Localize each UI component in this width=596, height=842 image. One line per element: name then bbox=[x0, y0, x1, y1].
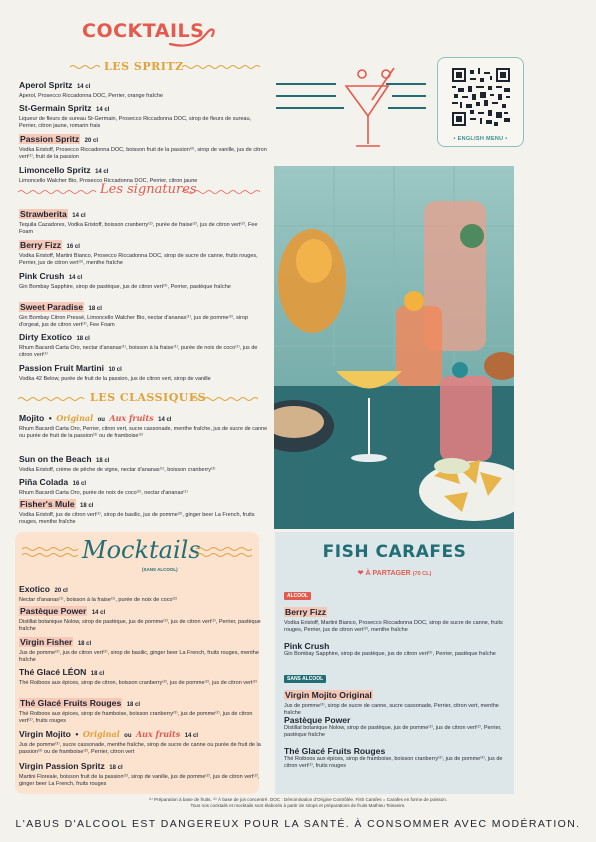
item-desc: Rhum Bacardi Carta Oro, Perrier, citron vert, sucre cassonade, menthe fraîche, jus de sucre de canne ou purée de fruit de la passion⁽²⁾ ou de framboise⁽²⁾ bbox=[19, 426, 268, 440]
item-size: 14 cl bbox=[158, 417, 172, 423]
list-item bbox=[19, 662, 269, 687]
list-item bbox=[19, 693, 269, 725]
item-name: Mojito bbox=[19, 413, 45, 423]
item-desc: Vodka Eristoff, crème de pêche de vigne, nectar d'ananas⁽¹⁾, boisson cranberry⁽²⁾ bbox=[19, 467, 216, 473]
item-size: 14 cl bbox=[91, 610, 106, 616]
item-variant: Aux fruits bbox=[109, 413, 154, 423]
item-size: 14 cl bbox=[68, 275, 83, 281]
item-name: Virgin Mojito Original bbox=[285, 690, 372, 700]
item-variant: Original bbox=[82, 729, 120, 739]
item-or: ou bbox=[97, 417, 105, 423]
item-desc: Vodka 42 Below, purée de fruit de la passion, jus de citron vert, sirop de vanille bbox=[19, 376, 211, 382]
item-desc: Martini Floreale, boisson fruit de la passion⁽²⁾, sirop de vanille, jus de pomme⁽²⁾, jus de citron vert⁽²⁾, ginger beer La French, fruits rouges bbox=[19, 774, 260, 788]
list-item bbox=[284, 715, 509, 739]
item-desc: Gin Bombay Sapphire, sirop de pastèque, jus de citron vert⁽²⁾, Perrier, pastèque fraîche bbox=[19, 284, 231, 290]
list-item bbox=[284, 641, 509, 658]
item-size: 18 cl bbox=[88, 306, 102, 312]
item-size: 16 cl bbox=[66, 244, 80, 250]
item-size: 16 cl bbox=[72, 481, 86, 487]
qr-code-box[interactable] bbox=[437, 57, 524, 147]
list-item bbox=[19, 204, 269, 236]
item-name: Pastèque Power bbox=[20, 606, 87, 616]
item-name: Virgin Fisher bbox=[20, 637, 73, 647]
item-desc: Gin Bombay Citron Pressé, Limoncello Walcher Bio, nectar d'ananas⁽¹⁾, jus de pomme⁽²⁾, sirop d'orgeat, jus de citron vert⁽²⁾, Fee Foam bbox=[19, 315, 249, 329]
item-desc: Gin Bombay Sapphire, sirop de pastèque, jus de citron vert⁽²⁾, Perrier, pastèque fraîche bbox=[284, 651, 496, 657]
item-size: 14 cl bbox=[184, 733, 199, 739]
qr-code-icon[interactable] bbox=[452, 68, 510, 126]
list-item bbox=[19, 601, 269, 633]
page-title: COCKTAILS bbox=[82, 20, 205, 42]
mocktails-title: Mocktails bbox=[82, 536, 201, 564]
item-desc: Thé Roiboos aux épices, sirop de framboise, boisson cranberry⁽²⁾, jus de pomme⁽²⁾, jus de citron vert⁽²⁾, fruits rouges bbox=[19, 711, 253, 725]
list-item bbox=[19, 297, 269, 329]
section-signatures: Les signatures bbox=[100, 182, 197, 197]
wave-decoration bbox=[70, 64, 100, 70]
list-item bbox=[19, 632, 269, 664]
item-desc: Nectar d'ananas⁽¹⁾, boisson à la fraise⁽¹⁾, purée de noix de coco⁽²⁾ bbox=[19, 597, 178, 603]
item-size: 10 cl bbox=[108, 367, 122, 373]
item-size: 14 cl bbox=[96, 107, 110, 113]
list-item bbox=[19, 327, 269, 359]
cocktail-glass-icon bbox=[276, 64, 426, 156]
item-size: 20 cl bbox=[54, 588, 68, 594]
item-desc: Vodka Eristoff, Martini Bianco, Prosecco Riccadonna DOC, sirop de sucre de canne, fruits rouges, Perrier, jus de citron vert⁽²⁾, menthe fraîche bbox=[284, 620, 503, 634]
list-item bbox=[19, 160, 269, 185]
item-size: 14 cl bbox=[95, 169, 109, 175]
item-size: 18 cl bbox=[80, 503, 94, 509]
item-desc: Aperol, Prosecco Riccadonna DOC, Perrier, orange fraîche bbox=[19, 93, 163, 99]
item-desc: Distillat botanique Nolow, sirop de pastèque, jus de pomme⁽²⁾, jus de citron vert⁽²⁾, Perrier, pastèque fraîche bbox=[284, 725, 502, 739]
carafes-title: FISH CARAFES bbox=[322, 542, 467, 562]
section-classiques: LES CLASSIQUES bbox=[90, 391, 207, 404]
item-name: Limoncello Spritz bbox=[19, 165, 91, 175]
list-item bbox=[19, 98, 269, 130]
item-name: Passion Spritz bbox=[20, 134, 80, 144]
item-size: 18 cl bbox=[76, 336, 90, 342]
item-desc: Jus de pomme⁽²⁾, sucre cassonade, menthe fraîche, sirop de sucre de canne ou purée de fruit de la passion⁽²⁾ ou de framboise⁽²⁾, Perrier, citron vert bbox=[19, 742, 261, 756]
list-item: Virgin Mojito • Original ou Aux fruits 14 cl Jus de pomme⁽²⁾, sucre cassonade, menthe fraîche, sirop de sucre de canne ou purée de fruit de la passion⁽²⁾ ou de framboise⁽²⁾, Perrier, citron vert bbox=[19, 724, 269, 756]
tag-sans-alcool: SANS ALCOOL bbox=[284, 675, 326, 683]
item-name: Thé Glacé LÉON bbox=[19, 667, 87, 677]
item-name: Thé Glacé Fruits Rouges bbox=[284, 746, 386, 756]
list-item bbox=[19, 75, 269, 100]
item-name: Strawberita bbox=[20, 209, 67, 219]
list-item bbox=[19, 129, 269, 161]
list-item bbox=[19, 494, 269, 526]
mocktails-subtitle: (SANS ALCOOL) bbox=[142, 567, 178, 572]
item-size: 14 cl bbox=[76, 84, 91, 90]
item-size: 14 cl bbox=[72, 213, 86, 219]
item-name: Exotico bbox=[19, 584, 51, 594]
footnote-line: Tous nos cocktails et mocktails sont élaborés à partir de sirops et préparations de fruits Mathieu Teisseire. bbox=[190, 803, 406, 809]
list-item bbox=[19, 235, 269, 267]
item-name: Virgin Passion Spritz bbox=[19, 761, 105, 771]
item-size: 18 cl bbox=[90, 671, 105, 677]
item-desc: Vodka Eristoff, Prosecco Riccadonna DOC, boisson fruit de la passion⁽²⁾, sirop de vanille, jus de citron vert⁽²⁾, fruit de la passion bbox=[19, 147, 267, 161]
footnote bbox=[20, 797, 576, 810]
item-name: Pink Crush bbox=[19, 271, 65, 281]
item-name: Pastèque Power bbox=[284, 715, 351, 725]
item-desc: Jus de pomme⁽²⁾, jus de citron vert⁽²⁾, sirop de basilic, ginger beer La French, fruits rouges, menthe fraîche bbox=[19, 650, 259, 664]
item-desc: Vodka Eristoff, Martini Bianco, Prosecco Riccadonna DOC, sirop de sucre de canne, fruits rouges, Perrier, jus de citron vert⁽²⁾, menthe fraîche bbox=[19, 253, 258, 267]
item-desc: Rhum Bacardi Carta Oro, nectar d'ananas⁽¹⁾, boisson à la fraise⁽¹⁾, purée de noix de coco⁽²⁾, jus de citron vert⁽²⁾ bbox=[19, 345, 258, 359]
english-menu-link[interactable]: • ENGLISH MENU • bbox=[453, 136, 508, 142]
item-name: Fisher's Mule bbox=[20, 499, 75, 509]
item-variant: Aux fruits bbox=[135, 729, 181, 739]
item-desc: Jus de pomme⁽²⁾, sirop de sucre de canne, sucre cassonade, Perrier, citron vert, menthe fraîche bbox=[284, 703, 499, 717]
footnote-line: ⁽¹⁾ Préparation à base de fruits. ⁽²⁾ À base de jus concentré. DOC : Dénomination d'Origine Contrôlée. Fish Carafes = Carafes en forme de poisson. bbox=[148, 797, 448, 802]
item-desc: Vodka Eristoff, jus de citron vert⁽²⁾, sirop de basilic, jus de pomme⁽²⁾, ginger beer La French, fruits rouges, menthe fraîche bbox=[19, 512, 255, 526]
list-item bbox=[284, 602, 509, 634]
item-size: 18 cl bbox=[126, 702, 141, 708]
list-item bbox=[19, 266, 269, 291]
alcohol-warning: L'ABUS D'ALCOOL EST DANGEREUX POUR LA SANTÉ. À CONSOMMER AVEC MODÉRATION. bbox=[15, 818, 581, 830]
item-name: Pink Crush bbox=[284, 641, 330, 651]
item-name: Berry Fizz bbox=[20, 240, 62, 250]
item-desc: Distillat botanique Nolow, sirop de pastèque, jus de pomme⁽²⁾, jus de citron vert⁽²⁾, Perrier, pastèque fraîche bbox=[19, 619, 261, 633]
cocktails-photo bbox=[274, 166, 514, 529]
wave-decoration bbox=[22, 546, 78, 560]
item-desc: Liqueur de fleurs de sureau St-Germain, Prosecco Riccadonna DOC, sirop de fleurs de sureau, Perrier, citron jaune, romarin frais bbox=[19, 116, 252, 130]
item-size: 18 cl bbox=[96, 458, 110, 464]
item-name: Sun on the Beach bbox=[19, 454, 92, 464]
item-desc: Thé Roiboos aux épices, sirop de citron, boisson cranberry⁽²⁾, jus de pomme⁽²⁾, jus de citron vert⁽²⁾ bbox=[19, 680, 257, 686]
item-desc: Limoncello Walcher Bio, Prosecco Riccadonna DOC, Perrier, citron jaune bbox=[19, 178, 198, 184]
item-name: St-Germain Spritz bbox=[19, 103, 92, 113]
item-desc: Rhum Bacardi Carta Oro, purée de noix de coco⁽²⁾, nectar d'ananas⁽¹⁾ bbox=[19, 490, 188, 496]
list-item bbox=[19, 358, 269, 383]
item-name: Passion Fruit Martini bbox=[19, 363, 104, 373]
item-name: Aperol Spritz bbox=[19, 80, 73, 90]
list-item: Mojito • Original ou Aux fruits 14 cl Rhum Bacardi Carta Oro, Perrier, citron vert, sucre cassonade, menthe fraîche, jus de sucre de canne ou purée de fruit de la passion⁽²⁾ ou de framboise⁽²⁾ bbox=[19, 413, 268, 440]
list-item bbox=[19, 449, 269, 474]
list-item bbox=[284, 746, 509, 770]
item-name: Virgin Mojito bbox=[19, 729, 71, 739]
item-size: 18 cl bbox=[77, 641, 92, 647]
item-name: Sweet Paradise bbox=[20, 302, 84, 312]
carafes-subtitle: ❤ À PARTAGER (70 CL) bbox=[357, 570, 432, 577]
wave-decoration bbox=[192, 396, 260, 402]
heart-icon: ❤ bbox=[357, 570, 364, 577]
section-spritz: LES SPRITZ bbox=[104, 60, 184, 73]
item-name: Berry Fizz bbox=[285, 607, 327, 617]
tag-alcool: ALCOOL bbox=[284, 592, 311, 600]
wave-decoration bbox=[182, 189, 262, 195]
item-size: 18 cl bbox=[109, 765, 123, 771]
wave-decoration bbox=[18, 396, 86, 402]
item-variant: Original bbox=[56, 413, 94, 423]
swoosh-decoration bbox=[168, 24, 218, 50]
wave-decoration bbox=[18, 189, 98, 195]
list-item bbox=[19, 756, 269, 788]
item-or: ou bbox=[124, 733, 132, 739]
item-name: Piña Colada bbox=[19, 477, 69, 487]
item-desc: Tequila Cazadores, Vodka Eristoff, boisson cranberry⁽²⁾, purée de fraise⁽²⁾, jus de citron vert⁽²⁾, Fee Foam bbox=[19, 222, 258, 236]
item-name: Thé Glacé Fruits Rouges bbox=[20, 698, 122, 708]
item-desc: Thé Roiboos aux épices, sirop de framboise, boisson cranberry⁽²⁾, jus de pomme⁽²⁾, jus de citron vert⁽²⁾, fruits rouges bbox=[284, 756, 503, 770]
list-item bbox=[284, 685, 509, 717]
wave-decoration bbox=[196, 546, 252, 560]
item-size: 20 cl bbox=[84, 138, 99, 144]
item-name: Dirty Exotico bbox=[19, 332, 73, 342]
wave-decoration bbox=[182, 64, 260, 70]
